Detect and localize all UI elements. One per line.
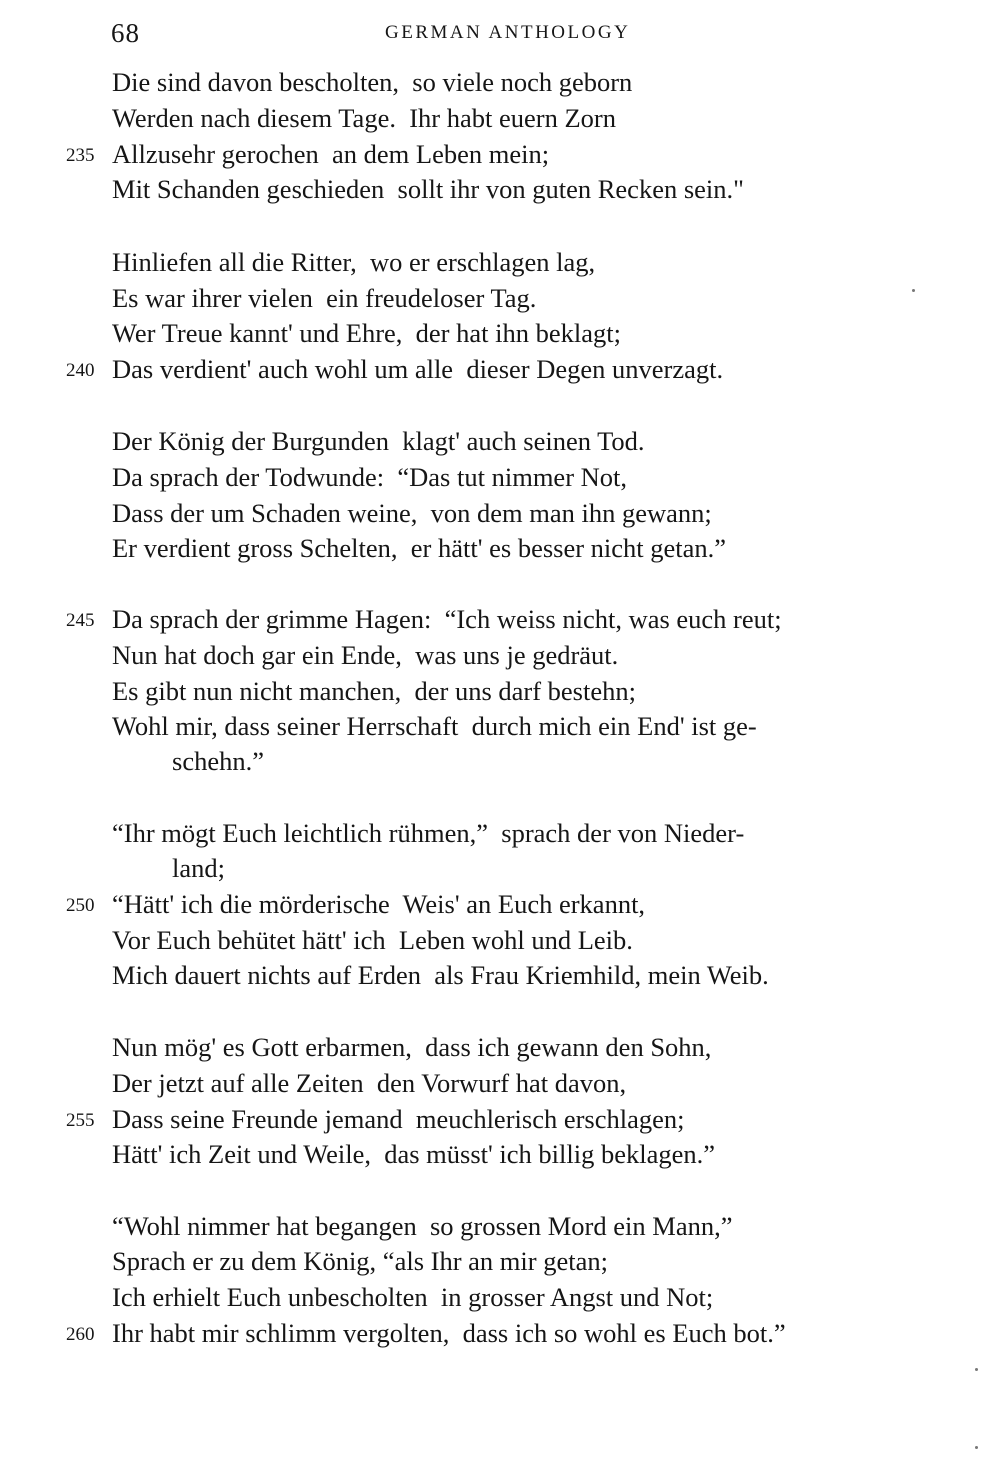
verse-line-continuation: schehn.” xyxy=(172,746,264,776)
verse-line: Er verdient gross Schelten, er hätt' es besser nicht getan.” xyxy=(112,533,727,563)
verse-line: Der König der Burgunden klagt' auch seinen Tod. xyxy=(112,426,645,456)
verse-line: Allzusehr gerochen an dem Leben mein; xyxy=(112,139,550,169)
verse-line: Der jetzt auf alle Zeiten den Vorwurf hat davon, xyxy=(112,1068,627,1098)
verse-line: Hinliefen all die Ritter, wo er erschlagen lag, xyxy=(112,247,596,277)
verse-line: Dass der um Schaden weine, von dem man ihn gewann; xyxy=(112,498,712,528)
line-number: 260 xyxy=(66,1324,95,1345)
verse-line: Hätt' ich Zeit und Weile, das müsst' ich billig beklagen.” xyxy=(112,1139,716,1169)
line-number: 240 xyxy=(66,360,95,381)
verse-line: Dass seine Freunde jemand meuchlerisch erschlagen; xyxy=(112,1104,685,1134)
verse-line: Die sind davon bescholten, so viele noch geborn xyxy=(112,67,633,97)
line-number: 245 xyxy=(66,610,95,631)
verse-line: Da sprach der Todwunde: “Das tut nimmer Not, xyxy=(112,462,628,492)
verse-line: Wohl mir, dass seiner Herrschaft durch mich ein End' ist ge- xyxy=(112,711,757,741)
verse-line-continuation: land; xyxy=(172,853,225,883)
verse-line: “Ihr mögt Euch leichtlich rühmen,” sprach der von Nieder- xyxy=(112,818,745,848)
line-number: 235 xyxy=(66,145,95,166)
verse-line: Nun mög' es Gott erbarmen, dass ich gewann den Sohn, xyxy=(112,1032,712,1062)
verse-line: Wer Treue kannt' und Ehre, der hat ihn beklagt; xyxy=(112,318,621,348)
scan-speck xyxy=(975,1446,978,1449)
line-number: 255 xyxy=(66,1110,95,1131)
verse-line: Werden nach diesem Tage. Ihr habt euern Zorn xyxy=(112,103,616,133)
verse-line: Nun hat doch gar ein Ende, was uns je gedräut. xyxy=(112,640,619,670)
scan-speck xyxy=(912,289,915,292)
verse-line: Es gibt nun nicht manchen, der uns darf bestehn; xyxy=(112,676,636,706)
verse-line: Vor Euch behütet hätt' ich Leben wohl und Leib. xyxy=(112,925,633,955)
scan-speck xyxy=(975,1368,978,1371)
page-number: 68 xyxy=(111,18,140,48)
verse-line: Mich dauert nichts auf Erden als Frau Kriemhild, mein Weib. xyxy=(112,960,769,990)
verse-line: “Wohl nimmer hat begangen so grossen Mord ein Mann,” xyxy=(112,1211,733,1241)
running-title: GERMAN ANTHOLOGY xyxy=(385,22,631,43)
verse-line: “Hätt' ich die mörderische Weis' an Euch erkannt, xyxy=(112,889,646,919)
verse-line: Ihr habt mir schlimm vergolten, dass ich so wohl es Euch bot.” xyxy=(112,1318,786,1348)
verse-line: Ich erhielt Euch unbescholten in grosser Angst und Not; xyxy=(112,1282,714,1312)
verse-line: Da sprach der grimme Hagen: “Ich weiss nicht, was euch reut; xyxy=(112,604,782,634)
verse-line: Sprach er zu dem König, “als Ihr an mir getan; xyxy=(112,1246,608,1276)
verse-line: Das verdient' auch wohl um alle dieser Degen unverzagt. xyxy=(112,354,724,384)
verse-line: Es war ihrer vielen ein freudeloser Tag. xyxy=(112,283,537,313)
verse-line: Mit Schanden geschieden sollt ihr von guten Recken sein." xyxy=(112,174,744,204)
line-number: 250 xyxy=(66,895,95,916)
